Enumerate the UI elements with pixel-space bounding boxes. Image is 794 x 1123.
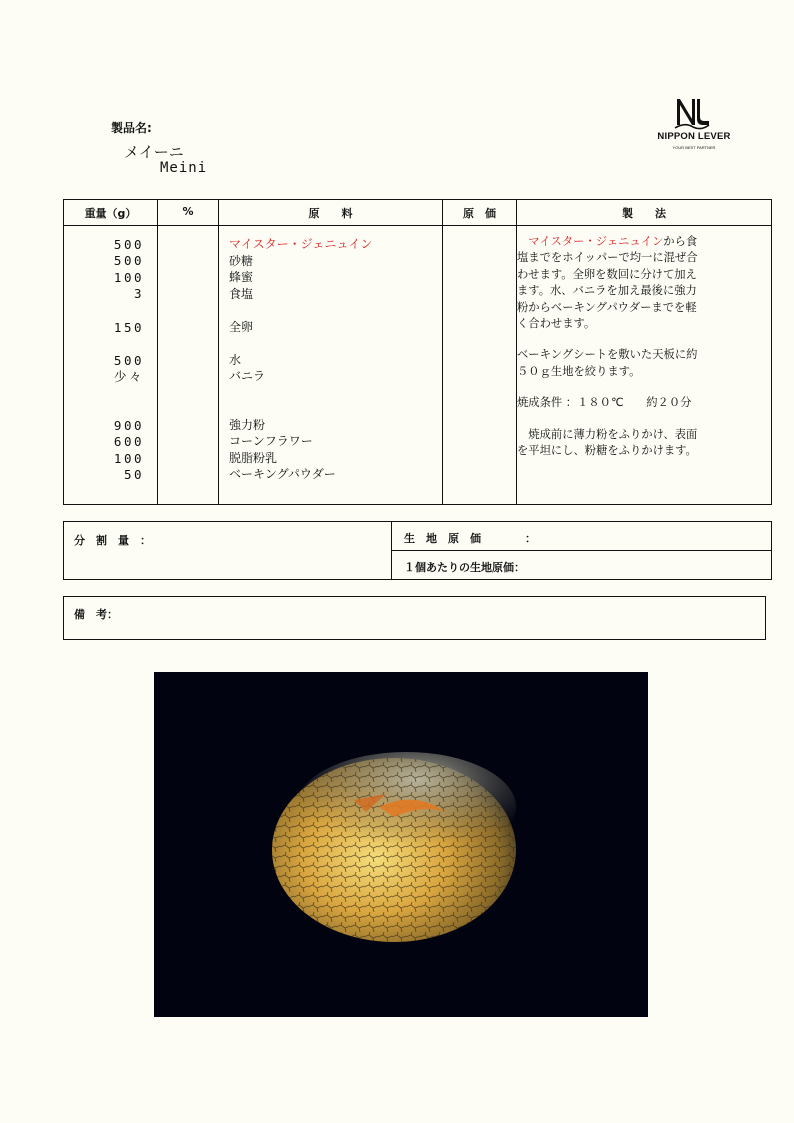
ingredient-qty: 500 (113, 253, 144, 268)
method-paragraph-4: 焼成前に薄力粉をふりかけ、表面を平坦にし、粉糖をふりかけます。 (517, 427, 698, 458)
ingredient-qty: 150 (113, 320, 144, 335)
method-text (517, 234, 705, 459)
ingredient-name: 脱脂粉乳 (229, 451, 278, 465)
logo-brand-text: NIPPON LEVER (657, 131, 731, 142)
ingredient-qty: 600 (113, 434, 144, 449)
ingredient-name: 蜂蜜 (229, 270, 254, 284)
method-paragraph-2: ベーキングシートを敷いた天板に約５０ｇ生地を絞ります。 (517, 348, 698, 378)
ingredient-name: 水 (229, 353, 242, 367)
product-photo (154, 672, 648, 1017)
product-name-label: 製品名: (111, 121, 152, 135)
ingredient-name: 食塩 (229, 287, 254, 301)
division-amount-label: 分 割 量 ： (74, 534, 151, 547)
ingredient-qty: 500 (113, 237, 144, 252)
notes-box (63, 596, 766, 640)
ingredient-name: コーンフラワー (229, 434, 313, 448)
ingredient-qty: 50 (123, 467, 144, 482)
ingredient-qty: 100 (113, 451, 144, 466)
bun-image (154, 672, 648, 1017)
product-name-japanese: メイーニ (124, 143, 184, 161)
header-weight: 重量（g） (84, 207, 137, 220)
header-cost: 原 価 (463, 207, 496, 220)
header-percent: % (182, 205, 194, 218)
recipe-table (63, 199, 772, 505)
ingredient-qty: 3 (133, 286, 144, 301)
ingredient-name: バニラ (229, 369, 266, 383)
method-paragraph-3: 焼成条件 ：１８０℃ 約２０分 (517, 396, 692, 410)
ingredient-qty: 少々 (113, 369, 144, 384)
header-ingredient: 原 料 (308, 207, 353, 220)
ingredient-name: ベーキングパウダー (229, 467, 336, 481)
ingredient-qty: 500 (113, 353, 144, 368)
notes-label: 備 考： (74, 608, 118, 621)
nl-monogram-icon (673, 95, 711, 131)
ingredient-name: 全卵 (229, 320, 254, 334)
ingredient-qty: 100 (113, 270, 144, 285)
header-method: 製 法 (622, 207, 666, 220)
nippon-lever-logo (645, 95, 743, 155)
unit-dough-cost-label: １個あたりの生地原価： (404, 561, 525, 574)
ingredient-qty: 900 (113, 418, 144, 433)
ingredient-name: 砂糖 (229, 254, 254, 268)
cost-summary-box (63, 521, 772, 580)
ingredient-name: 強力粉 (229, 418, 266, 432)
method-highlight: マイスター・ジェニュイン (528, 235, 664, 248)
product-name-english: Meini (160, 160, 208, 176)
ingredient-name: マイスター・ジェニュイン (229, 237, 373, 251)
method-paragraph-1: から食塩までをホイッパーで均一に混ぜ合わせます。全卵を数回に分けて加えます。水、バニラを加え最後に強力粉からベーキングパウダーまでを軽く合わせます。 (517, 235, 698, 331)
dough-cost-label: 生 地 原 価 ： (404, 532, 536, 545)
logo-tagline: YOUR BEST PARTNER (672, 145, 716, 150)
